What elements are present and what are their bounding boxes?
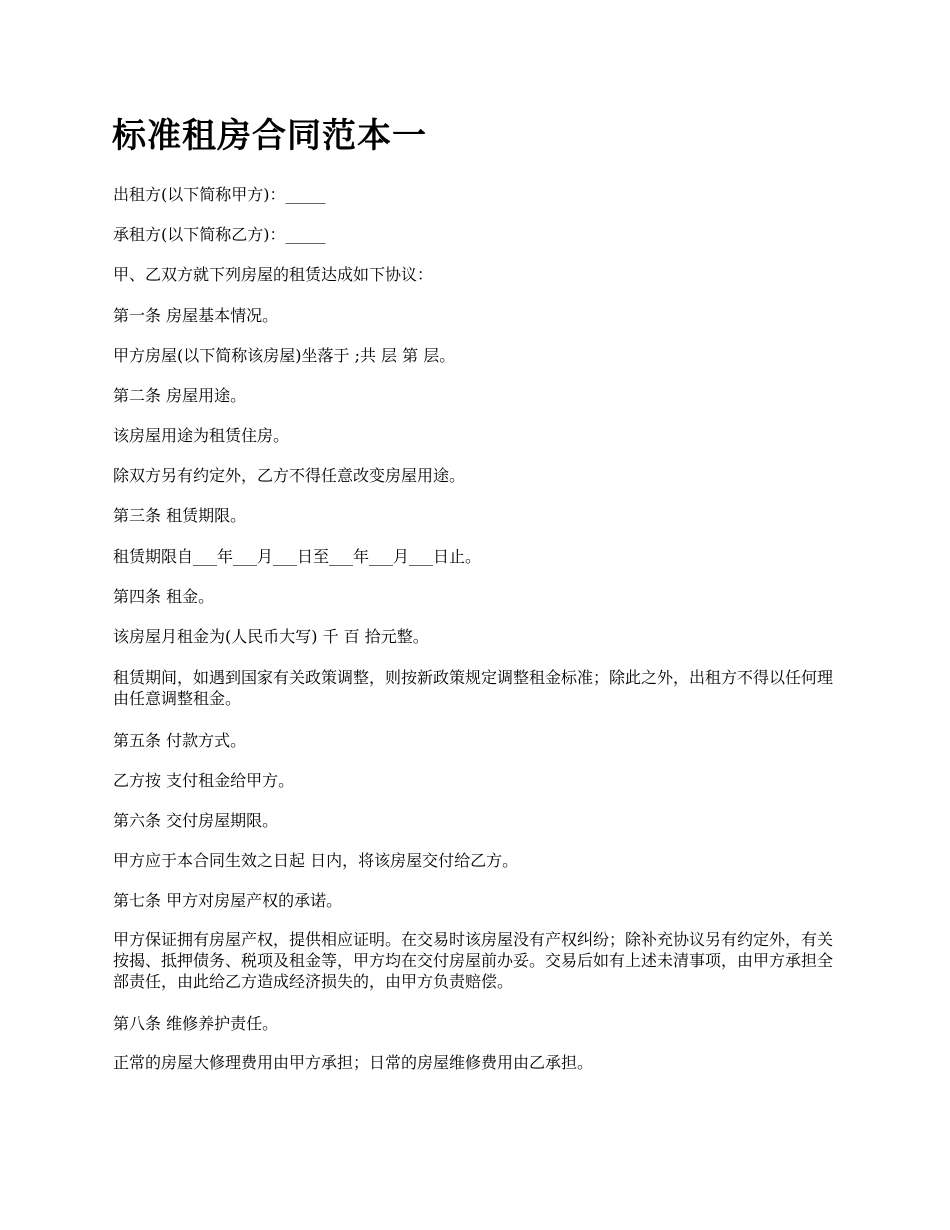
article-8-heading: 第八条 维修养护责任。 — [113, 1014, 279, 1033]
document-title: 标准租房合同范本一 — [112, 116, 427, 156]
article-1-heading: 第一条 房屋基本情况。 — [113, 306, 279, 325]
paragraph-lessor: 出租方(以下简称甲方)：_____ — [113, 185, 326, 204]
paragraph-agreement-intro: 甲、乙双方就下列房屋的租赁达成如下协议： — [113, 265, 434, 284]
article-3-text: 租赁期限自___年___月___日至___年___月___日止。 — [113, 547, 482, 566]
article-5-heading: 第五条 付款方式。 — [113, 731, 247, 750]
article-1-text: 甲方房屋(以下简称该房屋)坐落于 ;共 层 第 层。 — [113, 346, 456, 365]
article-4-heading: 第四条 租金。 — [113, 587, 215, 606]
article-5-text: 乙方按 支付租金给甲方。 — [113, 771, 295, 790]
article-4-text-1: 该房屋月租金为(人民币大写) 千 百 拾元整。 — [113, 627, 429, 646]
article-7-heading: 第七条 甲方对房屋产权的承诺。 — [113, 891, 343, 910]
article-2-text-1: 该房屋用途为租赁住房。 — [113, 426, 290, 445]
paragraph-lessee: 承租方(以下简称乙方)：_____ — [113, 225, 326, 244]
article-2-heading: 第二条 房屋用途。 — [113, 386, 247, 405]
article-4-text-2: 租赁期间，如遇到国家有关政策调整，则按新政策规定调整租金标准；除此之外，出租方不得以任何理由任意调整租金。 — [113, 668, 834, 708]
article-6-heading: 第六条 交付房屋期限。 — [113, 811, 279, 830]
article-6-text: 甲方应于本合同生效之日起 日内，将该房屋交付给乙方。 — [113, 851, 519, 870]
article-3-heading: 第三条 租赁期限。 — [113, 506, 247, 525]
article-2-text-2: 除双方另有约定外，乙方不得任意改变房屋用途。 — [113, 466, 466, 485]
article-7-text: 甲方保证拥有房屋产权，提供相应证明。在交易时该房屋没有产权纠纷；除补充协议另有约定外，有关按揭、抵押债务、税项及租金等，甲方均在交付房屋前办妥。交易后如有上述未清事项，由甲方承担全部责任，由此给乙方造成经济损失的，由甲方负责赔偿。 — [113, 930, 834, 991]
article-8-text: 正常的房屋大修理费用由甲方承担；日常的房屋维修费用由乙承担。 — [113, 1053, 594, 1072]
